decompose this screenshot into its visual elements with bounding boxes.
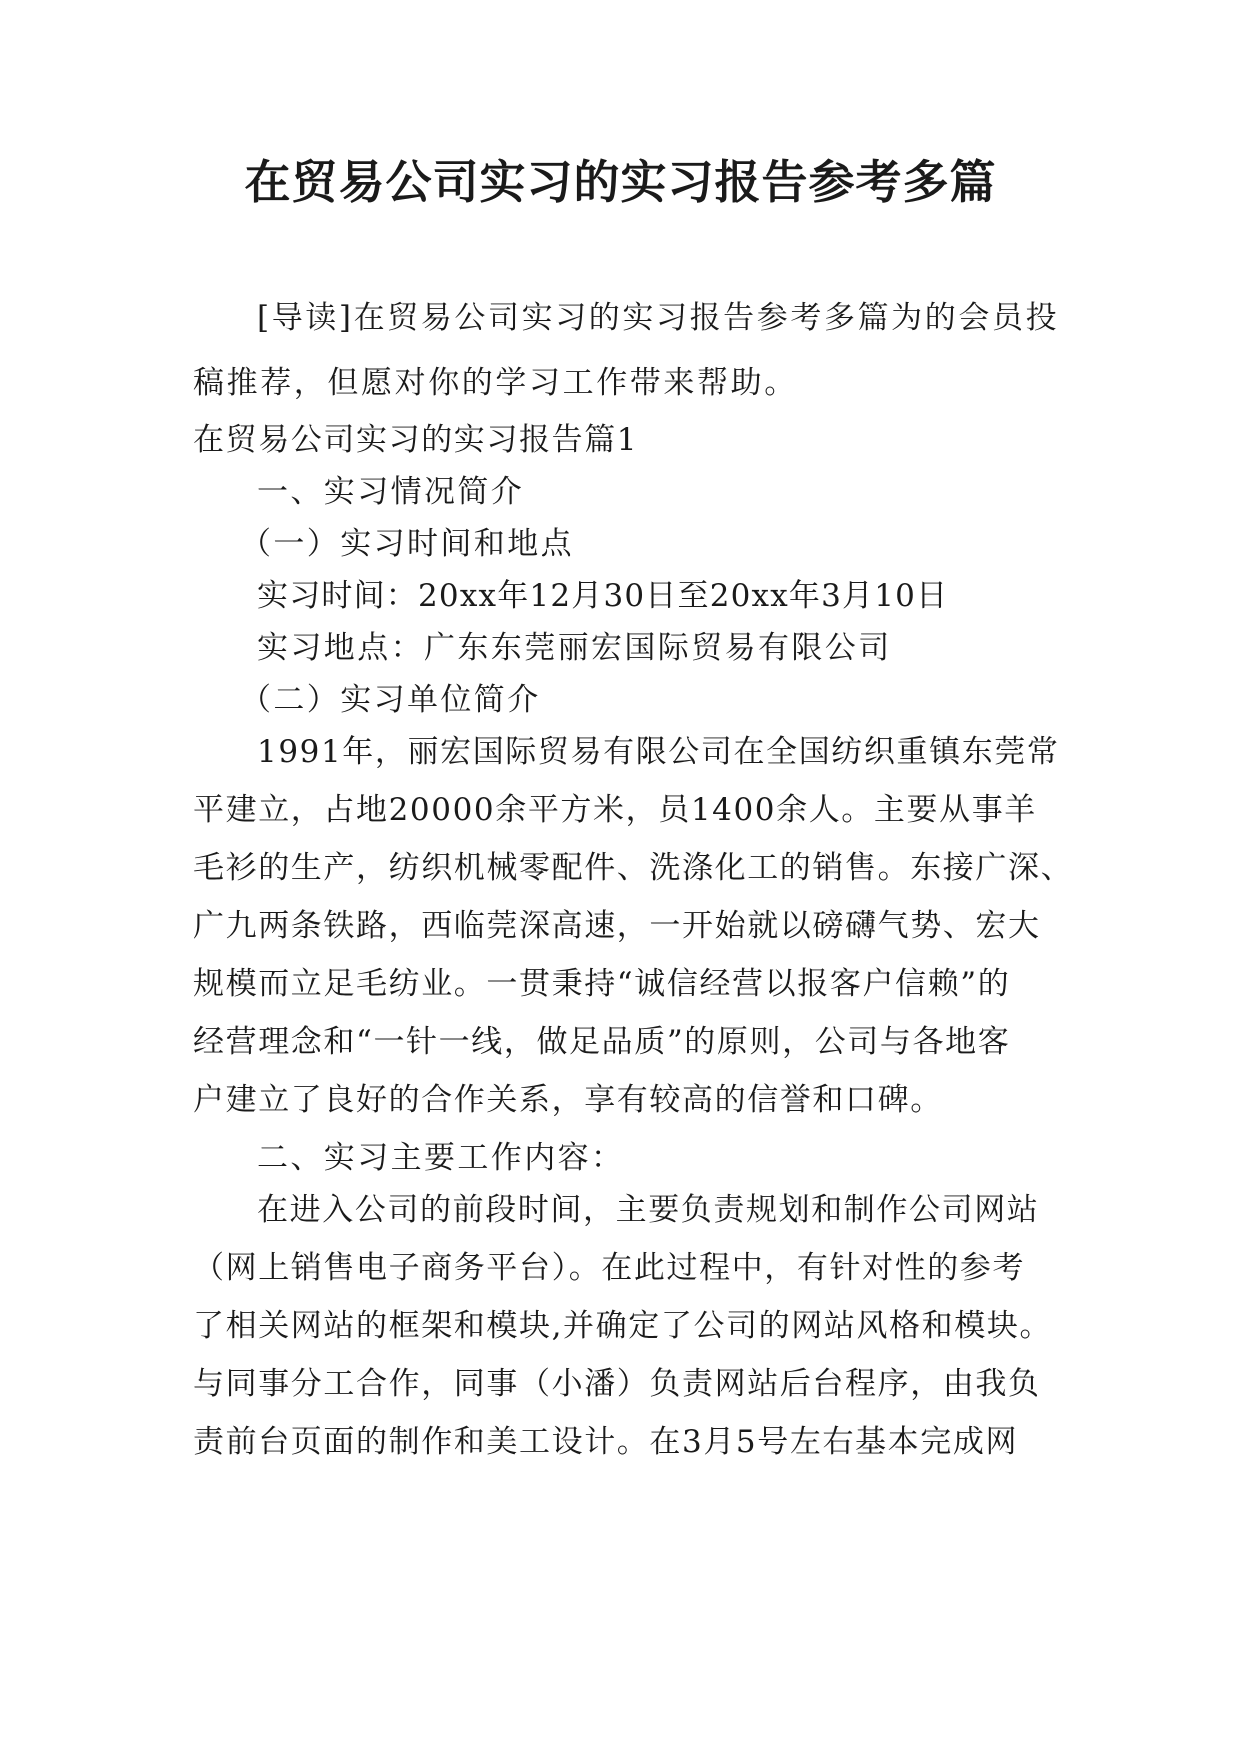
paragraph-line: 平建立，占地20000余平方米，员1400余人。主要从事羊 xyxy=(193,792,1037,828)
subheading-time-place: （一）实习时间和地点 xyxy=(240,526,574,562)
paragraph-line: 户建立了良好的合作关系，享有较高的信誉和口碑。 xyxy=(193,1082,943,1118)
paragraph-line: 在进入公司的前段时间，主要负责规划和制作公司网站 xyxy=(257,1192,1040,1228)
paragraph-line: 1991年，丽宏国际贸易有限公司在全国纺织重镇东莞常 xyxy=(257,734,1060,770)
paragraph-line: 毛衫的生产，纺织机械零配件、洗涤化工的销售。东接广深、 xyxy=(193,850,1074,886)
document-title: 在贸易公司实习的实习报告参考多篇 xyxy=(244,155,997,209)
company-intro-paragraph xyxy=(193,723,1074,1129)
lead-line-1: [导读]在贸易公司实习的实习报告参考多篇为的会员投 xyxy=(257,300,1060,336)
lead-paragraph xyxy=(193,286,1060,416)
internship-time: 实习时间：20xx年12月30日至20xx年3月10日 xyxy=(257,578,949,614)
heading-work-content: 二、实习主要工作内容： xyxy=(257,1140,625,1176)
paragraph-line: 广九两条铁路，西临莞深高速，一开始就以磅礴气势、宏大 xyxy=(193,908,1041,944)
section-heading: 在贸易公司实习的实习报告篇1 xyxy=(193,422,639,458)
internship-place: 实习地点：广东东莞丽宏国际贸易有限公司 xyxy=(257,630,892,666)
subheading-company-intro: （二）实习单位简介 xyxy=(240,682,541,718)
paragraph-line: 规模而立足毛纺业。一贯秉持“诚信经营以报客户信赖”的 xyxy=(193,966,1011,1002)
heading-internship-overview: 一、实习情况简介 xyxy=(257,474,525,510)
lead-line-2: 稿推荐，但愿对你的学习工作带来帮助。 xyxy=(193,365,798,401)
paragraph-line: 了相关网站的框架和模块,并确定了公司的网站风格和模块。 xyxy=(193,1308,1053,1344)
paragraph-line: （网上销售电子商务平台）。在此过程中，有针对性的参考 xyxy=(193,1250,1026,1286)
work-content-paragraph xyxy=(193,1181,1053,1471)
paragraph-line: 与同事分工合作，同事（小潘）负责网站后台程序，由我负 xyxy=(193,1366,1041,1402)
paragraph-line: 责前台页面的制作和美工设计。在3月5号左右基本完成网 xyxy=(193,1424,1019,1460)
paragraph-line: 经营理念和“一针一线，做足品质”的原则，公司与各地客 xyxy=(193,1024,1011,1060)
